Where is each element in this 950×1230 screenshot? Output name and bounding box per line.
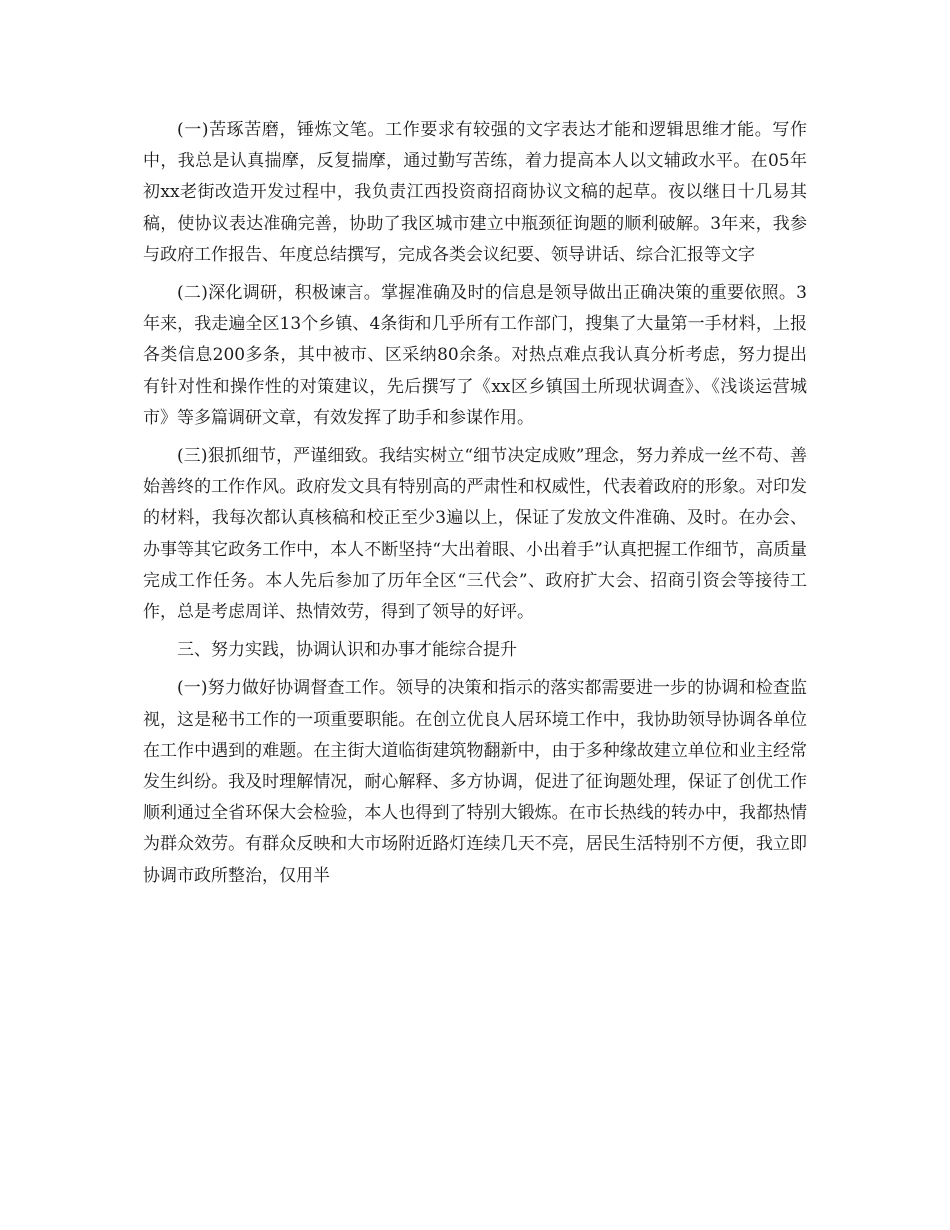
paragraph-details: (三)狠抓细节，严谨细致。我结实树立“细节决定成败”理念，努力养成一丝不苟、善始善终的工作作风。政府发文具有特别高的严肃性和权威性，代表着政府的形象。对印发的材料，我每次都认真核稿和校正至少3遍以上，保证了发放文件准确、及时。在办会、办事等其它政务工作中，本人不断坚持“大出着眼、小出着手”认真把握工作细节，高质量完成工作任务。本人先后参加了历年全区“三代会”、政府扩大会、招商引资会等接待工作，总是考虑周详、热情效劳，得到了领导的好评。 (143, 446, 807, 623)
document-body (143, 115, 807, 899)
section-heading-practice: 三、努力实践，协调认识和办事才能综合提升 (177, 640, 517, 661)
paragraph-research: (二)深化调研，积极谏言。掌握准确及时的信息是领导做出正确决策的重要依照。3年来，我走遍全区13个乡镇、4条街和几乎所有工作部门，搜集了大量第一手材料，上报各类信息200多条，其中被市、区采纳80余条。对热点难点我认真分析考虑，努力提出有针对性和操作性的对策建议，先后撰写了《xx区乡镇国土所现状调查》、《浅谈运营城市》等多篇调研文章，有效发挥了助手和参谋作用。 (143, 283, 807, 428)
paragraph-coordination: (一)努力做好协调督查工作。领导的决策和指示的落实都需要进一步的协调和检查监视，这是秘书工作的一项重要职能。在创立优良人居环境工作中，我协助领导协调各单位在工作中遇到的难题。在主街大道临街建筑物翻新中，由于多种缘故建立单位和业主经常发生纠纷。我及时理解情况，耐心解释、多方协调，促进了征询题处理，保证了创优工作顺利通过全省环保大会检验，本人也得到了特别大锻炼。在市长热线的转办中，我都热情为群众效劳。有群众反映和大市场附近路灯连续几天不亮，居民生活特别不方便，我立即协调市政所整治，仅用半 (143, 678, 807, 886)
paragraph-writing-skills: (一)苦琢苦磨，锤炼文笔。工作要求有较强的文字表达才能和逻辑思维才能。写作中，我总是认真揣摩，反复揣摩，通过勤写苦练，着力提高本人以文辅政水平。在05年初xx老街改造开发过程中，我负责江西投资商招商协议文稿的起草。夜以继日十几易其稿，使协议表达准确完善，协助了我区城市建立中瓶颈征询题的顺利破解。3年来，我参与政府工作报告、年度总结撰写，完成各类会议纪要、领导讲话、综合汇报等文字 (143, 120, 807, 265)
